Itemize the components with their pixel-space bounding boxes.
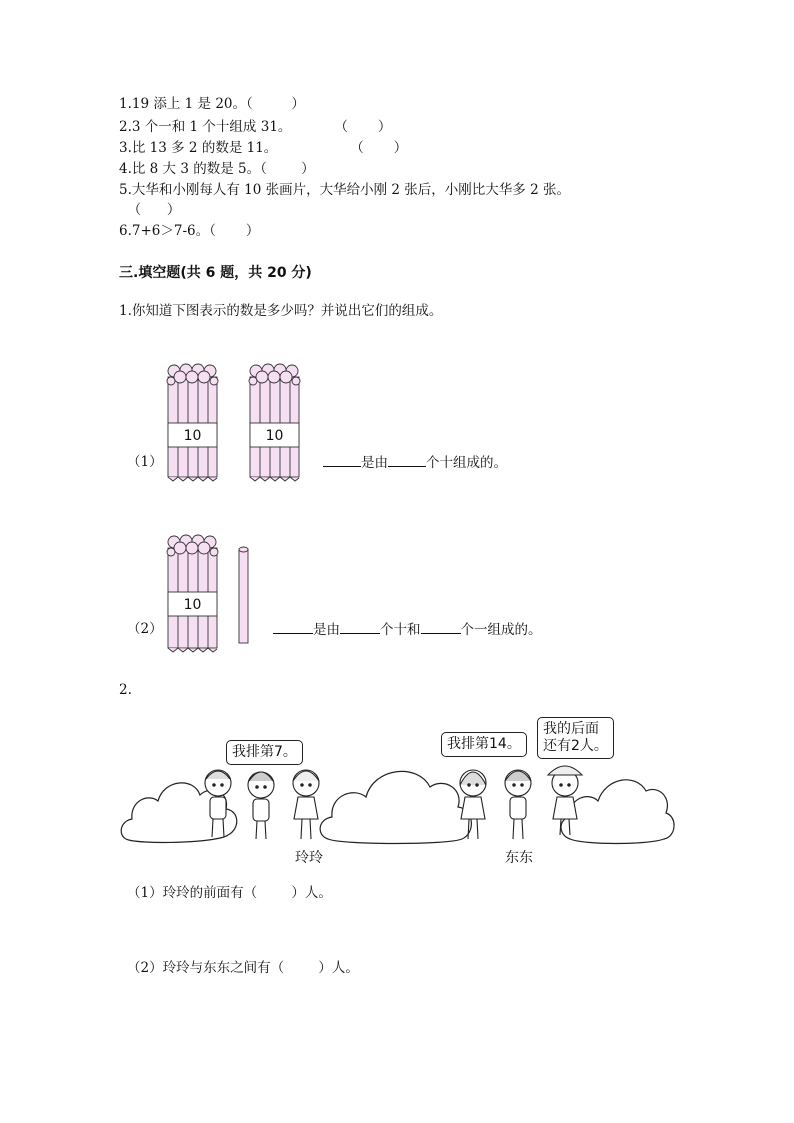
section-title: 三.填空题(共 6 题，共 20 分) <box>119 265 312 281</box>
judge-item-5: 5.大华和小刚每人有 10 张画片，大华给小刚 2 张后，小刚比大华多 2 张。 <box>119 182 570 198</box>
judge-item-2: 2.3 个一和 1 个十组成 31。 （ ） <box>119 119 392 135</box>
bush-right <box>561 780 674 844</box>
q2-sub2: （2）玲玲与东东之间有（ ）人。 <box>127 960 359 976</box>
label-dongdong: 东东 <box>505 850 533 866</box>
q2-sub1: （1）玲玲的前面有（ ）人。 <box>127 885 332 901</box>
judge-item-6: 6.7+6＞7-6。（ ） <box>119 223 260 239</box>
answer-blank[interactable] <box>273 621 313 634</box>
speech-bubble-dongdong: 我排第14。 <box>441 732 527 757</box>
label-lingling: 玲玲 <box>295 850 323 866</box>
answer-blank[interactable] <box>340 621 380 634</box>
speech-bubble-lingling: 我排第7。 <box>226 740 303 765</box>
bundle-label: 10 <box>265 428 284 444</box>
child-lingling <box>293 770 319 839</box>
bundle-label: 10 <box>183 428 202 444</box>
child-2 <box>248 772 274 839</box>
q2-number: 2. <box>119 682 132 698</box>
child-dongdong <box>505 770 531 839</box>
bundle-of-ten-1 <box>165 364 221 482</box>
bundle-of-ten-2 <box>247 364 303 482</box>
answer-blank[interactable] <box>388 454 426 467</box>
answer-blank[interactable] <box>323 454 361 467</box>
bundle-label: 10 <box>183 597 202 613</box>
q1-part2-sentence: 是由 个十和 个一组成的。 <box>273 621 542 638</box>
q1-prompt: 1.你知道下图表示的数是多少吗？并说出它们的组成。 <box>119 303 443 319</box>
q1-part1-sentence: 是由 个十组成的。 <box>323 454 507 471</box>
bundle-of-ten-3 <box>165 535 221 653</box>
single-stick <box>237 546 251 646</box>
q1-part2-number: （2） <box>127 621 163 637</box>
answer-blank[interactable] <box>421 621 461 634</box>
judge-item-4: 4.比 8 大 3 的数是 5。（ ） <box>119 161 315 177</box>
judge-item-3: 3.比 13 多 2 的数是 11。 （ ） <box>119 140 408 156</box>
q1-part1-number: （1） <box>127 454 163 470</box>
queue-illustration <box>118 755 678 850</box>
bush-middle <box>320 771 471 843</box>
judge-item-1: 1.19 添上 1 是 20。（ ） <box>119 96 305 112</box>
speech-bubble-last: 我的后面 还有2人。 <box>537 717 614 759</box>
judge-item-5-bracket: （ ） <box>119 202 181 218</box>
